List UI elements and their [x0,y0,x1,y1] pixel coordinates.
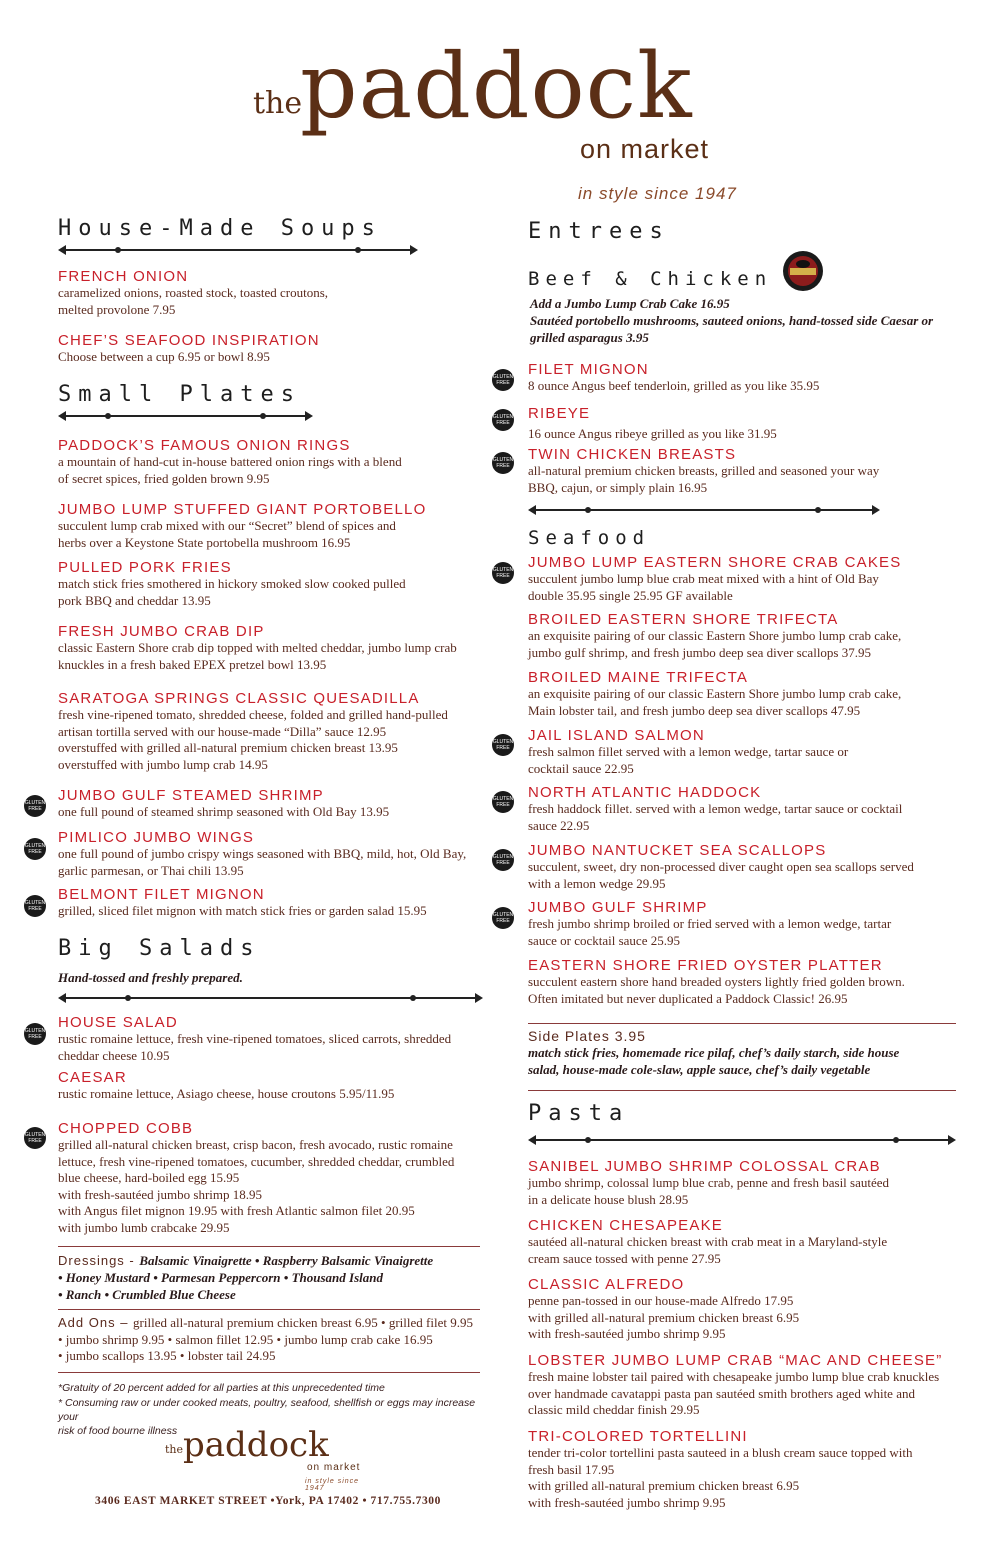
item-desc: fresh maine lobster tail paired with chesapeake jumbo lump blue crab knuckles over handmade cavatappi pasta pan sautéed smith brothers aged white and classic mild cheddar finish 29.95 [528,1369,940,1417]
divider-line [58,1372,480,1373]
side-plates-label: Side Plates 3.95 [528,1028,646,1044]
item-name: FRENCH ONION [58,268,189,285]
item-name: CLASSIC ALFREDO [528,1276,685,1293]
item-desc: fresh salmon fillet served with a lemon wedge, tartar sauce or cocktail sauce 22.95 [528,744,849,776]
small-plate-item [58,559,488,609]
seafood-item [528,784,978,834]
gf-line1: GLUTEN [492,457,514,463]
gf-line1: GLUTEN [492,796,514,802]
seafood-item [528,957,978,1007]
gluten-free-icon [24,1023,46,1045]
item-name: TWIN CHICKEN BREASTS [528,446,737,463]
gf-line2: FREE [28,806,42,812]
item-desc: sautéed all-natural chicken breast with crab meat in a Maryland-style cream sauce tossed with penne 27.95 [528,1234,888,1266]
addons-label: Add Ons – [58,1315,134,1330]
item-desc: succulent jumbo lump blue crab meat mixed with a hint of Old Bay double 35.95 single 25.95 GF available [528,571,879,603]
small-plate-item [58,623,498,673]
gluten-free-icon [492,849,514,871]
item-desc: caramelized onions, roasted stock, toasted croutons, melted provolone 7.95 [58,285,329,317]
dressings-list: Balsamic Vinaigrette • Raspberry Balsamic Vinaigrette • Honey Mustard • Parmesan Peppercorn • Thousand Island • Ranch • Crumbled Blue Cheese [58,1253,434,1302]
item-name: PULLED PORK FRIES [58,559,232,576]
item-desc: fresh vine-ripened tomato, shredded cheese, folded and grilled hand-pulled artisan tortilla served with our house-made “Dilla” sauce 12.95 overstuffed with grilled all-natural premium chicken breast 13.95 overstuffed with jumbo lump crab 14.95 [58,707,448,772]
item-desc: one full pound of steamed shrimp seasoned with Old Bay 13.95 [58,804,390,819]
item-desc: jumbo shrimp, colossal lump blue crab, penne and fresh basil sautéed in a delicate house blush 28.95 [528,1175,890,1207]
small-plate-item [58,787,498,821]
gf-line2: FREE [496,802,510,808]
section-title-small-plates: Small Plates [58,382,301,407]
logo-sub: on market [307,1462,361,1473]
section-title-beef-chicken: Beef & Chicken [528,268,773,290]
section-title-salads: Big Salads [58,936,261,961]
gluten-free-icon [24,795,46,817]
divider-line [58,1309,480,1310]
logo-the: the [165,1443,184,1456]
item-name: EASTERN SHORE FRIED OYSTER PLATTER [528,957,883,974]
logo-the: the [253,86,303,121]
entree-item [528,405,968,443]
section-title-entrees: Entrees [528,219,670,244]
gf-line2: FREE [28,906,42,912]
certified-angus-beef-logo [782,250,824,292]
item-desc: grilled, sliced filet mignon with match stick fries or garden salad 15.95 [58,903,427,918]
logo-tagline: in style since 1947 [305,1478,360,1492]
addons-block [58,1315,498,1365]
gf-line1: GLUTEN [492,739,514,745]
footer-logo [165,1425,365,1492]
item-desc: penne pan-tossed in our house-made Alfredo 17.95 with grilled all-natural premium chicken breast 6.95 with fresh-sautéed jumbo shrimp 9.95 [528,1293,800,1341]
gluten-free-icon [24,838,46,860]
item-name: PADDOCK’S FAMOUS ONION RINGS [58,437,351,454]
gluten-free-icon [492,452,514,474]
gf-line2: FREE [496,463,510,469]
salad-item [58,1069,498,1103]
seafood-item [528,899,978,949]
pasta-item [528,1428,978,1511]
footnote-gratuity: *Gratuity of 20 percent added for all parties at this unprecedented time [58,1382,385,1394]
item-desc: fresh haddock fillet. served with a lemon wedge, tartar sauce or cocktail sauce 22.95 [528,801,903,833]
item-desc: 8 ounce Angus beef tenderloin, grilled as you like 35.95 [528,378,820,393]
divider [528,502,880,518]
divider-line [58,1246,480,1247]
item-name: RIBEYE [528,405,591,422]
dressings-label: Dressings - [58,1253,140,1268]
item-desc: succulent lump crab mixed with our “Secret” blend of spices and herbs over a Keystone State portobella mushroom 16.95 [58,518,396,550]
footnote-raw-food: * Consuming raw or under cooked meats, poultry, seafood, shellfish or eggs may increase your risk of food bourne illness [58,1397,476,1437]
gf-line1: GLUTEN [492,912,514,918]
logo-tagline: in style since 1947 [578,184,737,203]
pasta-item [528,1276,978,1343]
gf-line1: GLUTEN [492,374,514,380]
gluten-free-icon [492,791,514,813]
gf-line2: FREE [496,860,510,866]
item-name: JAIL ISLAND SALMON [528,727,705,744]
entree-item [528,446,968,496]
logo-sub: on market [580,134,710,164]
item-name: JUMBO LUMP STUFFED GIANT PORTOBELLO [58,501,427,518]
gf-line1: GLUTEN [24,843,46,849]
logo-name: paddock [183,1425,329,1465]
entree-item [528,361,968,395]
item-name: FRESH JUMBO CRAB DIP [58,623,265,640]
item-desc: match stick fries smothered in hickory smoked slow cooked pulled pork BBQ and cheddar 13.95 [58,576,406,608]
item-name: CHEF’S SEAFOOD INSPIRATION [58,332,320,349]
item-name: CHOPPED COBB [58,1120,194,1137]
gf-line2: FREE [496,420,510,426]
gluten-free-icon [492,562,514,584]
item-name: LOBSTER JUMBO LUMP CRAB “MAC AND CHEESE” [528,1352,943,1369]
gf-line2: FREE [496,573,510,579]
salad-item [58,1014,498,1064]
item-desc: classic Eastern Shore crab dip topped with melted cheddar, jumbo lump crab knuckles in a fresh baked EPEX pretzel bowl 13.95 [58,640,457,672]
gluten-free-icon [24,895,46,917]
item-name: CHICKEN CHESAPEAKE [528,1217,723,1234]
small-plate-item [58,437,488,487]
pasta-item [528,1217,978,1267]
addons-text [58,1315,498,1365]
beef-note: Add a Jumbo Lump Crab Cake 16.95 Sautéed portobello mushrooms, sauteed onions, hand-tossed side Caesar or grilled asparagus 3.95 [530,296,934,345]
gluten-free-icon [492,369,514,391]
item-desc: one full pound of jumbo crispy wings seasoned with BBQ, mild, hot, Old Bay, garlic parmesan, or Thai chili 13.95 [58,846,467,878]
salad-item [58,1120,498,1236]
seafood-item [528,669,978,719]
item-name: PIMLICO JUMBO WINGS [58,829,255,846]
soup-item [58,332,488,366]
item-name: JUMBO GULF STEAMED SHRIMP [58,787,324,804]
item-name: HOUSE SALAD [58,1014,178,1031]
salads-note: Hand-tossed and freshly prepared. [58,970,243,985]
header-logo [250,34,750,210]
gf-line2: FREE [28,1034,42,1040]
side-plates-block [528,1028,978,1078]
gluten-free-icon [492,409,514,431]
seafood-item [528,842,978,892]
small-plate-item [58,886,498,920]
side-plates-text: match stick fries, homemade rice pilaf, chef’s daily starch, side house salad, house-made cole-slaw, apple sauce, chef’s daily vegetable [528,1045,900,1077]
gf-line2: FREE [496,745,510,751]
seafood-item [528,554,978,604]
gf-line2: FREE [496,380,510,386]
item-name: BROILED MAINE TRIFECTA [528,669,749,686]
gf-line2: FREE [28,1138,42,1144]
section-title-seafood: Seafood [528,527,651,549]
item-desc: tender tri-color tortellini pasta sauteed in a blush cream sauce topped with fresh basil 17.95 with grilled all-natural premium chicken breast 6.95 with fresh-sautéed jumbo shrimp 9.95 [528,1445,913,1510]
soup-item [58,268,488,318]
gf-line1: GLUTEN [24,800,46,806]
divider [58,408,313,424]
dressings-text [58,1252,498,1303]
item-desc: a mountain of hand-cut in-house battered onion rings with a blend of secret spices, fried golden brown 9.95 [58,454,402,486]
item-name: SANIBEL JUMBO SHRIMP COLOSSAL CRAB [528,1158,881,1175]
gf-line1: GLUTEN [24,900,46,906]
divider-line [528,1090,956,1091]
seafood-item [528,727,978,777]
divider-line [528,1023,956,1024]
item-name: JUMBO LUMP EASTERN SHORE CRAB CAKES [528,554,902,571]
gluten-free-icon [24,1127,46,1149]
pasta-item [528,1158,978,1208]
divider [58,242,418,258]
gf-line1: GLUTEN [492,854,514,860]
item-name: CAESAR [58,1069,127,1086]
item-desc: Choose between a cup 6.95 or bowl 8.95 [58,349,270,364]
small-plate-item [58,501,488,551]
item-desc: an exquisite pairing of our classic Eastern Shore jumbo lump crab cake, jumbo gulf shrimp, and fresh jumbo deep sea diver scallops 37.95 [528,628,902,660]
address: 3406 EAST MARKET STREET •York, PA 17402 • 717.755.7300 [95,1495,441,1507]
item-desc: grilled all-natural chicken breast, crisp bacon, fresh avocado, rustic romaine lettuce, fresh vine-ripened tomatoes, cucumber, shredded cheddar, crumbled blue cheese, hard-boiled egg 15.95 with fresh-sautéed jumbo shrimp 18.95 with Angus filet mignon 19.95 with fresh Atlantic salmon filet 20.95 with jumbo lumb crabcake 29.95 [58,1137,455,1235]
item-name: NORTH ATLANTIC HADDOCK [528,784,762,801]
divider [58,990,483,1006]
small-plate-item [58,690,498,773]
item-desc: rustic romaine lettuce, fresh vine-ripened tomatoes, sliced carrots, shredded cheddar cheese 10.95 [58,1031,452,1063]
gf-line1: GLUTEN [492,414,514,420]
gf-line1: GLUTEN [24,1132,46,1138]
gf-line2: FREE [496,918,510,924]
item-name: BELMONT FILET MIGNON [58,886,265,903]
small-plate-item [58,829,498,879]
item-desc: an exquisite pairing of our classic Eastern Shore jumbo lump crab cake, Main lobster tail, and fresh jumbo deep sea diver scallops 47.95 [528,686,902,718]
section-title-pasta: Pasta [528,1101,630,1126]
pasta-item [528,1352,988,1419]
item-desc: succulent, sweet, dry non-processed diver caught open sea scallops served with a lemon wedge 29.95 [528,859,914,891]
dressings-block [58,1252,498,1303]
item-name: BROILED EASTERN SHORE TRIFECTA [528,611,839,628]
item-desc: succulent eastern shore hand breaded oysters lightly fried golden brown. Often imitated but never duplicated a Paddock Classic! 26.95 [528,974,905,1006]
item-name: JUMBO GULF SHRIMP [528,899,708,916]
item-desc: all-natural premium chicken breasts, grilled and seasoned your way BBQ, cajun, or simply plain 16.95 [528,463,880,495]
gf-line1: GLUTEN [492,567,514,573]
gf-line2: FREE [28,849,42,855]
seafood-item [528,611,978,661]
item-desc: fresh jumbo shrimp broiled or fried served with a lemon wedge, tartar sauce or cocktail sauce 25.95 [528,916,892,948]
gluten-free-icon [492,907,514,929]
item-desc: rustic romaine lettuce, Asiago cheese, house croutons 5.95/11.95 [58,1086,395,1101]
item-name: JUMBO NANTUCKET SEA SCALLOPS [528,842,827,859]
section-title-soups: House-Made Soups [58,216,382,241]
divider [528,1132,956,1148]
item-desc: 16 ounce Angus ribeye grilled as you like 31.95 [528,426,777,441]
logo-name: paddock [300,34,693,139]
gluten-free-icon [492,734,514,756]
addons-list: grilled all-natural premium chicken breast 6.95 • grilled filet 9.95 • jumbo shrimp 9.95 • salmon fillet 12.95 • jumbo lump crab cake 16.95 • jumbo scallops 13.95 • lobster tail 24.95 [58,1315,473,1363]
gf-line1: GLUTEN [24,1028,46,1034]
item-name: FILET MIGNON [528,361,649,378]
item-name: SARATOGA SPRINGS CLASSIC QUESADILLA [58,690,420,707]
item-name: TRI-COLORED TORTELLINI [528,1428,748,1445]
